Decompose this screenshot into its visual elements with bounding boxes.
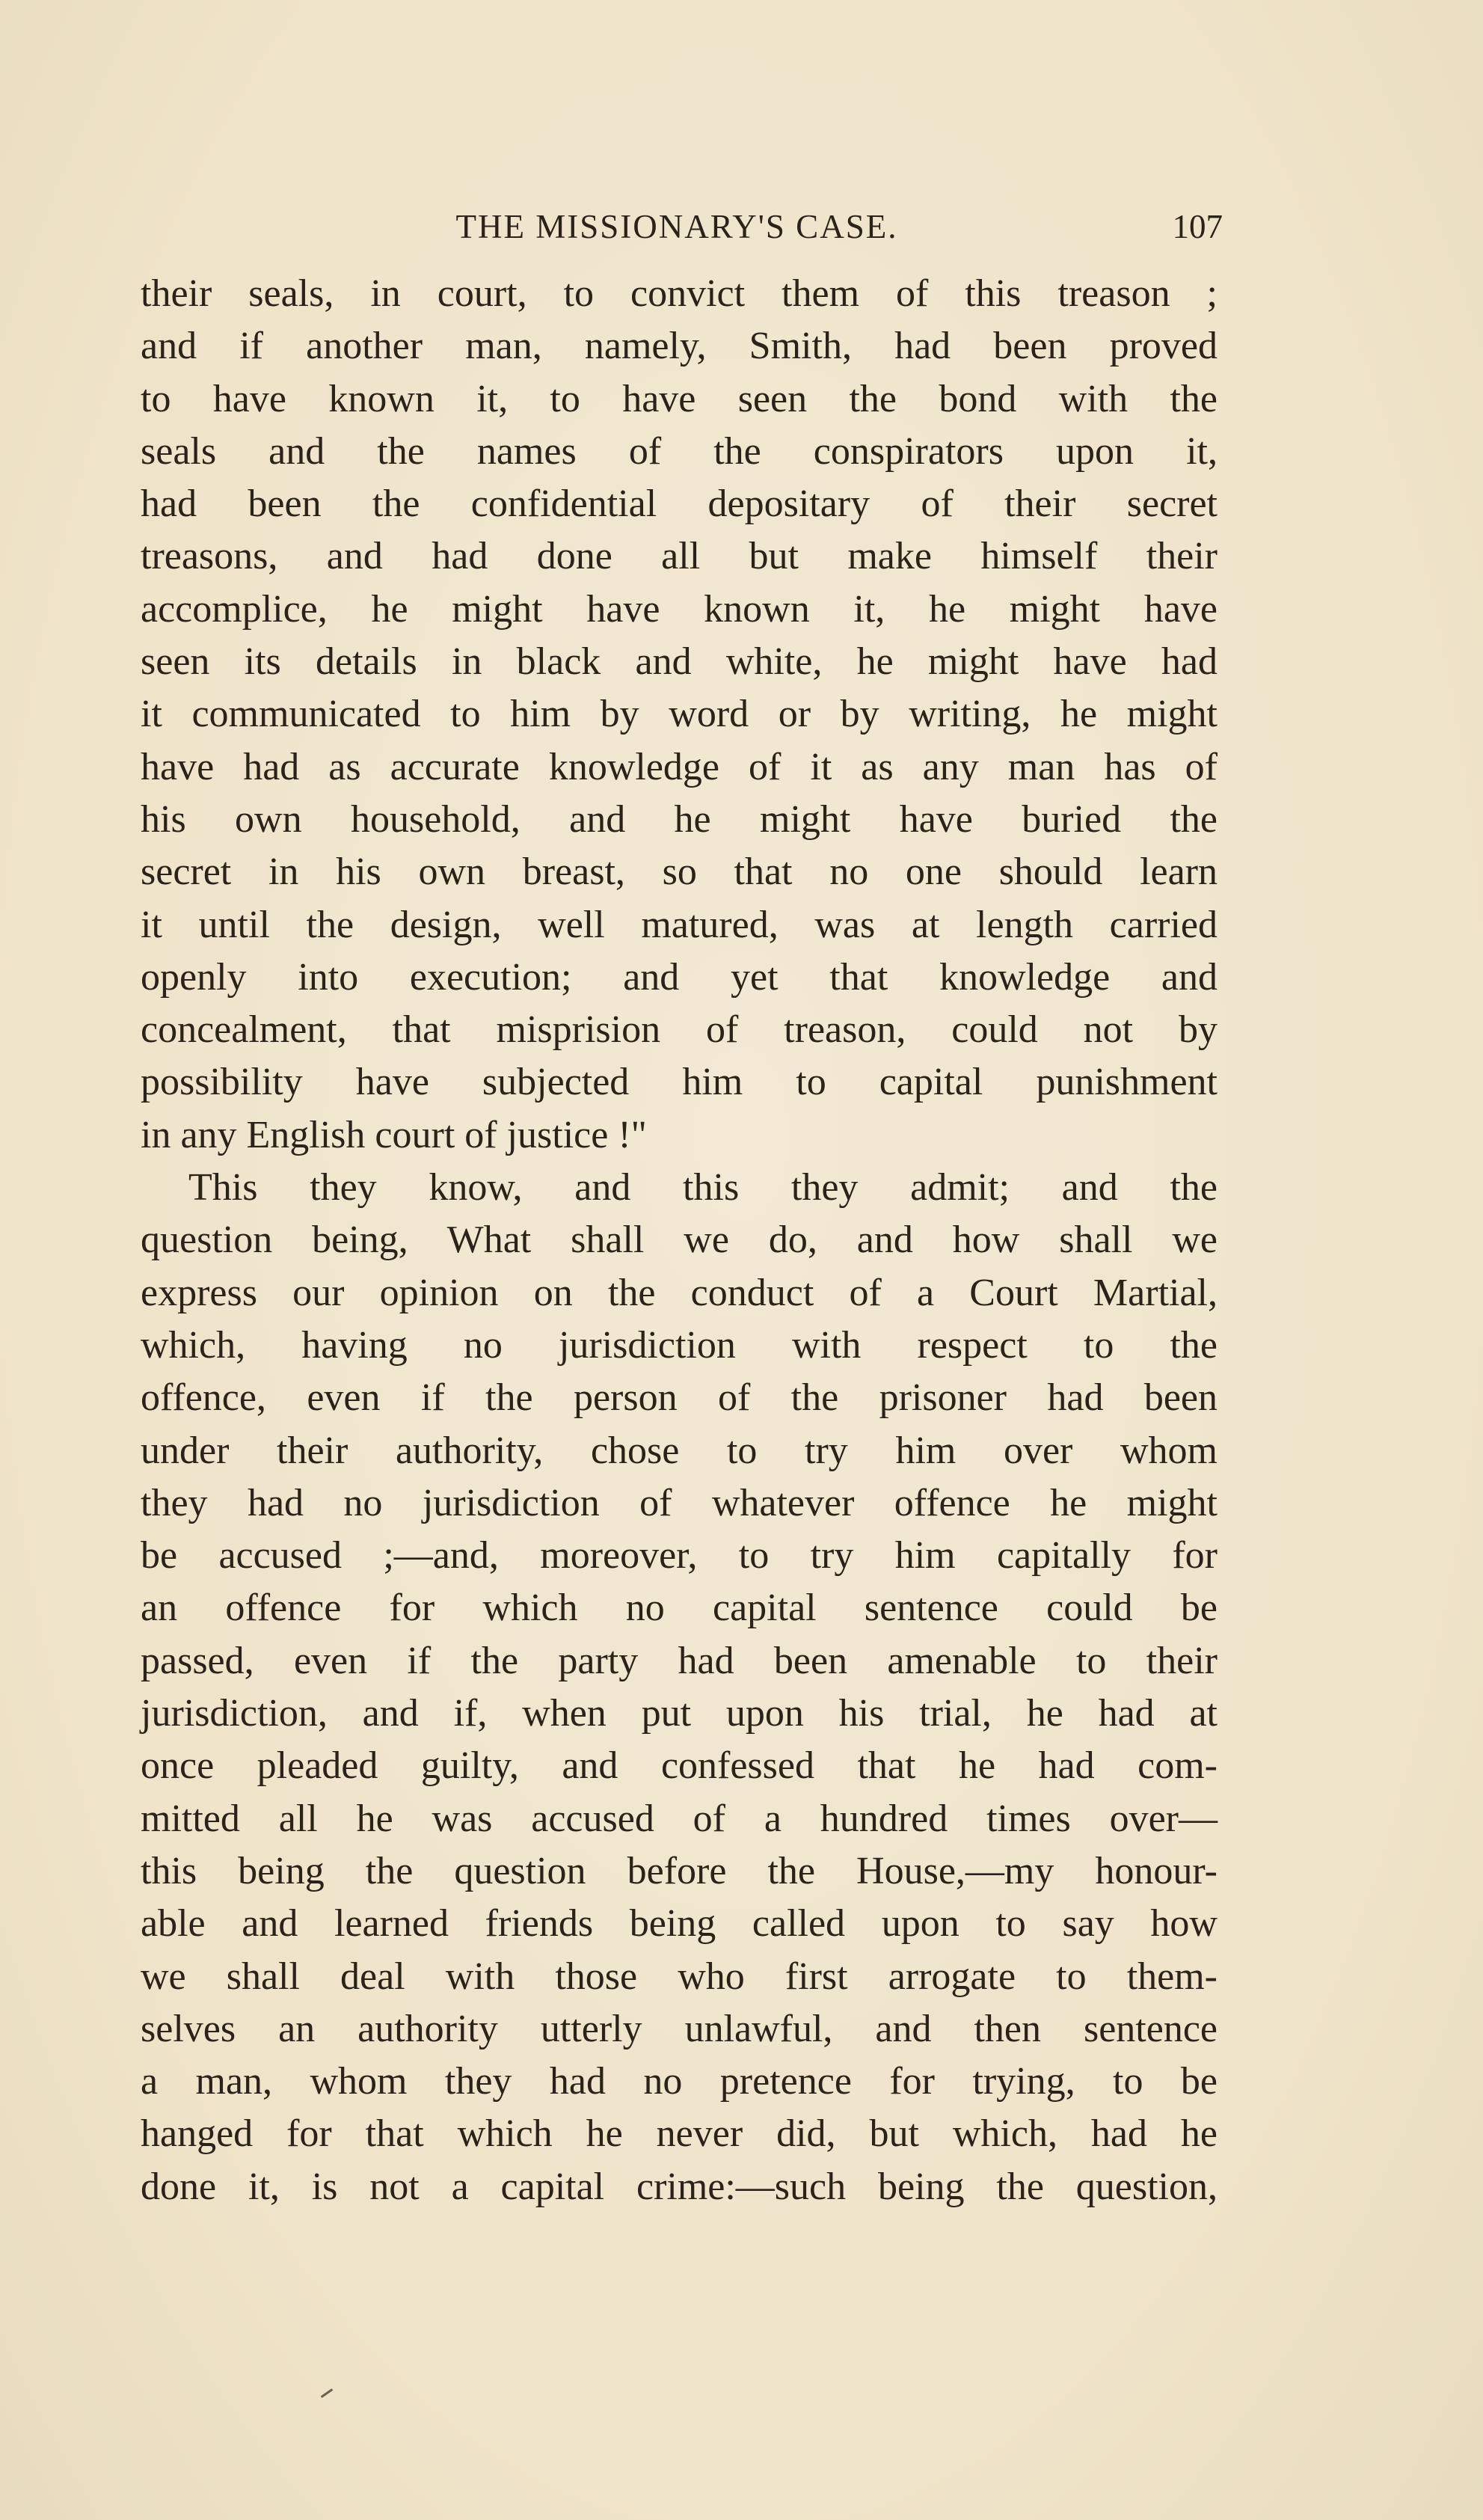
text-line: passed, even if the party had been amenable to their <box>141 1639 1218 1682</box>
text-line: it communicated to him by word or by writing, he might <box>141 693 1218 736</box>
text-line: seen its details in black and white, he might have had <box>141 640 1218 684</box>
text-line: this being the question before the House,—my honour- <box>141 1849 1218 1892</box>
text-line: treasons, and had done all but make himself their <box>141 535 1218 578</box>
text-line: which, having no jurisdiction with respect to the <box>141 1323 1218 1367</box>
text-line: secret in his own breast, so that no one should learn <box>141 850 1218 894</box>
text-line: a man, whom they had no pretence for trying, to be <box>141 2060 1218 2103</box>
text-line: done it, is not a capital crime:—such being the question, <box>141 2165 1218 2208</box>
page-number: 107 <box>1172 208 1223 245</box>
text-line: jurisdiction, and if, when put upon his trial, he had at <box>141 1692 1218 1735</box>
text-line: had been the confidential depositary of their secret <box>141 482 1218 526</box>
text-line: selves an authority utterly unlawful, and then sentence <box>141 2007 1218 2050</box>
text-line: his own household, and he might have buried the <box>141 797 1218 841</box>
text-line: accomplice, he might have known it, he might have <box>141 587 1218 631</box>
text-line: seals and the names of the conspirators upon it, <box>141 429 1218 473</box>
text-line: we shall deal with those who first arrogate to them- <box>141 1955 1218 1998</box>
text-line: to have known it, to have seen the bond with the <box>141 377 1218 420</box>
running-title: THE MISSIONARY'S CASE. <box>455 208 898 245</box>
text-line: they had no jurisdiction of whatever offence he might <box>141 1481 1218 1524</box>
text-line: openly into execution; and yet that knowledge and <box>141 955 1218 999</box>
text-line: mitted all he was accused of a hundred times over— <box>141 1797 1218 1840</box>
text-line: an offence for which no capital sentence could be <box>141 1587 1218 1630</box>
text-line: their seals, in court, to convict them of this treason ; <box>141 272 1218 315</box>
text-line: offence, even if the person of the prisoner had been <box>141 1376 1218 1420</box>
text-line: question being, What shall we do, and how shall we <box>141 1218 1218 1262</box>
text-line: under their authority, chose to try him over whom <box>141 1429 1218 1472</box>
page-header <box>135 200 1223 253</box>
text-line: have had as accurate knowledge of it as any man has of <box>141 745 1218 788</box>
text-line-paragraph-start: This they know, and this they admit; and the <box>188 1166 1218 1210</box>
text-line: concealment, that misprision of treason, could not by <box>141 1008 1218 1052</box>
body-text <box>141 268 1218 2213</box>
text-line: hanged for that which he never did, but which, had he <box>141 2112 1218 2156</box>
text-line: express our opinion on the conduct of a Court Martial, <box>141 1271 1218 1314</box>
text-line-paragraph-end: in any English court of justice !" <box>141 1113 647 1156</box>
text-line: able and learned friends being called upon to say how <box>141 1902 1218 1946</box>
text-line: and if another man, namely, Smith, had been proved <box>141 325 1218 368</box>
text-line: possibility have subjected him to capital punishment <box>141 1061 1218 1104</box>
ink-mark <box>321 2388 333 2398</box>
text-line: be accused ;—and, moreover, to try him capitally for <box>141 1534 1218 1578</box>
text-line: once pleaded guilty, and confessed that he had com- <box>141 1744 1218 1788</box>
text-line: it until the design, well matured, was at length carried <box>141 903 1218 946</box>
